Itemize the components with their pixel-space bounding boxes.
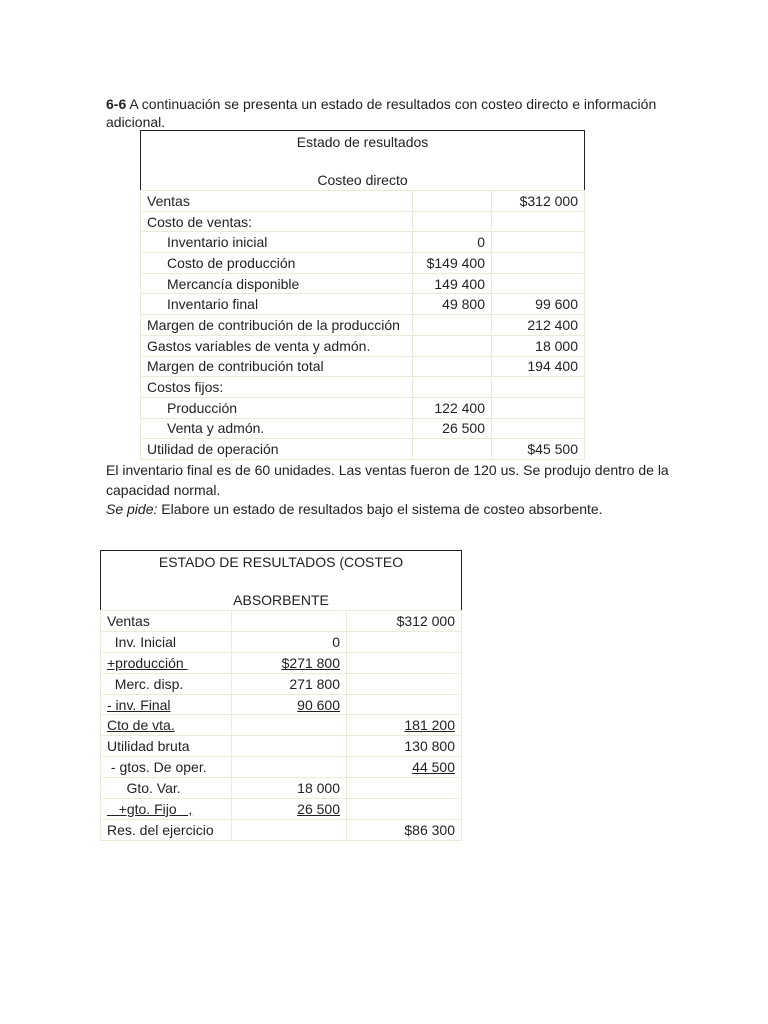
- table-row: [141, 377, 585, 398]
- row-value-1: [413, 439, 492, 460]
- row-label-text: Cto de vta.: [107, 717, 175, 734]
- direct-costing-statement-table: [140, 130, 585, 460]
- table-row: [141, 232, 585, 253]
- table1-title: Estado de resultados: [296, 134, 429, 150]
- row-value-1: [232, 652, 347, 673]
- table-row: [141, 356, 585, 377]
- table-row: [101, 757, 462, 778]
- table-row: [141, 294, 585, 315]
- exercise-intro-text: A continuación se presenta un estado de resultados con costeo directo e información adicional.: [106, 96, 657, 130]
- table-row: [101, 819, 462, 840]
- row-value-2: [347, 715, 462, 736]
- table-row: [141, 335, 585, 356]
- row-label: Producción: [141, 397, 413, 418]
- table-row: [101, 652, 462, 673]
- row-value-2: $86 300: [347, 819, 462, 840]
- row-value-2: [347, 673, 462, 694]
- table-row: [101, 736, 462, 757]
- table-row: [141, 273, 585, 294]
- row-value-2: [492, 273, 585, 294]
- row-label: - gtos. De oper.: [101, 757, 232, 778]
- row-label: Gastos variables de venta y admón.: [141, 335, 413, 356]
- row-value-2: [347, 631, 462, 652]
- row-value-2: 212 400: [492, 315, 585, 336]
- row-label: Costo de producción: [141, 253, 413, 274]
- row-label: [101, 694, 232, 715]
- table2-title: ESTADO DE RESULTADOS (COSTEO: [158, 554, 404, 570]
- row-value-1: $149 400: [413, 253, 492, 274]
- row-label: Costo de ventas:: [141, 211, 413, 232]
- row-label: Utilidad bruta: [101, 736, 232, 757]
- row-label-text: +gto. Fijo ,: [107, 800, 193, 817]
- row-value-1: [232, 799, 347, 820]
- row-label: Inventario final: [141, 294, 413, 315]
- table-row: [141, 439, 585, 460]
- row-value-2: [492, 397, 585, 418]
- row-value-2: [347, 652, 462, 673]
- row-label: Costos fijos:: [141, 377, 413, 398]
- row-value-text: 26 500: [297, 800, 340, 817]
- row-value-2: 130 800: [347, 736, 462, 757]
- absorption-costing-statement-table: [100, 550, 462, 841]
- row-value-text: $271 800: [281, 654, 340, 671]
- row-value-2: [492, 211, 585, 232]
- row-value-text: 90 600: [297, 696, 340, 713]
- row-value-2: [492, 253, 585, 274]
- row-value-1: 271 800: [232, 673, 347, 694]
- row-value-1: [413, 315, 492, 336]
- row-value-1: [232, 715, 347, 736]
- row-value-1: 0: [232, 631, 347, 652]
- table-row: [101, 673, 462, 694]
- row-value-text: 44 500: [412, 759, 455, 776]
- row-value-2: [347, 757, 462, 778]
- row-value-1: [232, 757, 347, 778]
- row-label: Margen de contribución total: [141, 356, 413, 377]
- row-value-1: 49 800: [413, 294, 492, 315]
- table-row: [141, 315, 585, 336]
- se-pide-label: Se pide:: [106, 501, 158, 518]
- row-label: Venta y admón.: [141, 418, 413, 439]
- table-row: [101, 631, 462, 652]
- row-value-1: [413, 356, 492, 377]
- table-row: [101, 799, 462, 820]
- table2-subtitle: ABSORBENTE: [233, 592, 329, 608]
- additional-info-text: El inventario final es de 60 unidades. Las ventas fueron de 120 us. Se produjo dentro de la capacidad normal.: [106, 462, 669, 498]
- table-row: [141, 211, 585, 232]
- table-row: [101, 694, 462, 715]
- row-value-2: [347, 799, 462, 820]
- row-value-1: [413, 211, 492, 232]
- row-value-1: [232, 611, 347, 632]
- row-value-2: [492, 377, 585, 398]
- row-value-1: [413, 377, 492, 398]
- row-value-1: [232, 819, 347, 840]
- row-value-2: [492, 232, 585, 253]
- row-value-2: $312 000: [347, 611, 462, 632]
- row-label: [101, 652, 232, 673]
- row-label: Inventario inicial: [141, 232, 413, 253]
- table-row: [101, 778, 462, 799]
- row-label: Merc. disp.: [101, 673, 232, 694]
- row-label-text: +producción: [107, 654, 188, 671]
- row-label: Ventas: [141, 191, 413, 212]
- row-value-2: $312 000: [492, 191, 585, 212]
- row-value-2: 18 000: [492, 335, 585, 356]
- row-value-1: [413, 335, 492, 356]
- row-value-2: [492, 418, 585, 439]
- row-value-2: 194 400: [492, 356, 585, 377]
- row-value-1: [232, 736, 347, 757]
- row-value-2: [347, 778, 462, 799]
- row-label: Inv. Inicial: [101, 631, 232, 652]
- row-value-2: 99 600: [492, 294, 585, 315]
- row-value-1: 149 400: [413, 273, 492, 294]
- row-label: Mercancía disponible: [141, 273, 413, 294]
- table-row: [101, 611, 462, 632]
- row-value-text: 181 200: [404, 717, 455, 734]
- table1-subtitle: Costeo directo: [317, 172, 408, 188]
- row-value-1: 0: [413, 232, 492, 253]
- row-label-text: - inv. Final: [107, 696, 171, 713]
- table-row: [141, 253, 585, 274]
- exercise-intro: [106, 95, 706, 131]
- row-value-1: 18 000: [232, 778, 347, 799]
- row-label: Margen de contribución de la producción: [141, 315, 413, 336]
- row-label: Res. del ejercicio: [101, 819, 232, 840]
- row-label: [101, 715, 232, 736]
- table-row: [141, 418, 585, 439]
- row-value-2: $45 500: [492, 439, 585, 460]
- row-value-2: [347, 694, 462, 715]
- row-label: Gto. Var.: [101, 778, 232, 799]
- row-value-1: [413, 191, 492, 212]
- table-row: [141, 397, 585, 418]
- table-row: [101, 715, 462, 736]
- row-value-1: [232, 694, 347, 715]
- instruction: [106, 500, 706, 520]
- instruction-text: Elabore un estado de resultados bajo el sistema de costeo absorbente.: [157, 501, 603, 518]
- row-value-1: 122 400: [413, 397, 492, 418]
- exercise-number: 6-6: [106, 96, 127, 112]
- row-value-1: 26 500: [413, 418, 492, 439]
- row-label: Utilidad de operación: [141, 439, 413, 460]
- row-label: Ventas: [101, 611, 232, 632]
- table-row: [141, 191, 585, 212]
- row-label: [101, 799, 232, 820]
- additional-info: [106, 461, 706, 520]
